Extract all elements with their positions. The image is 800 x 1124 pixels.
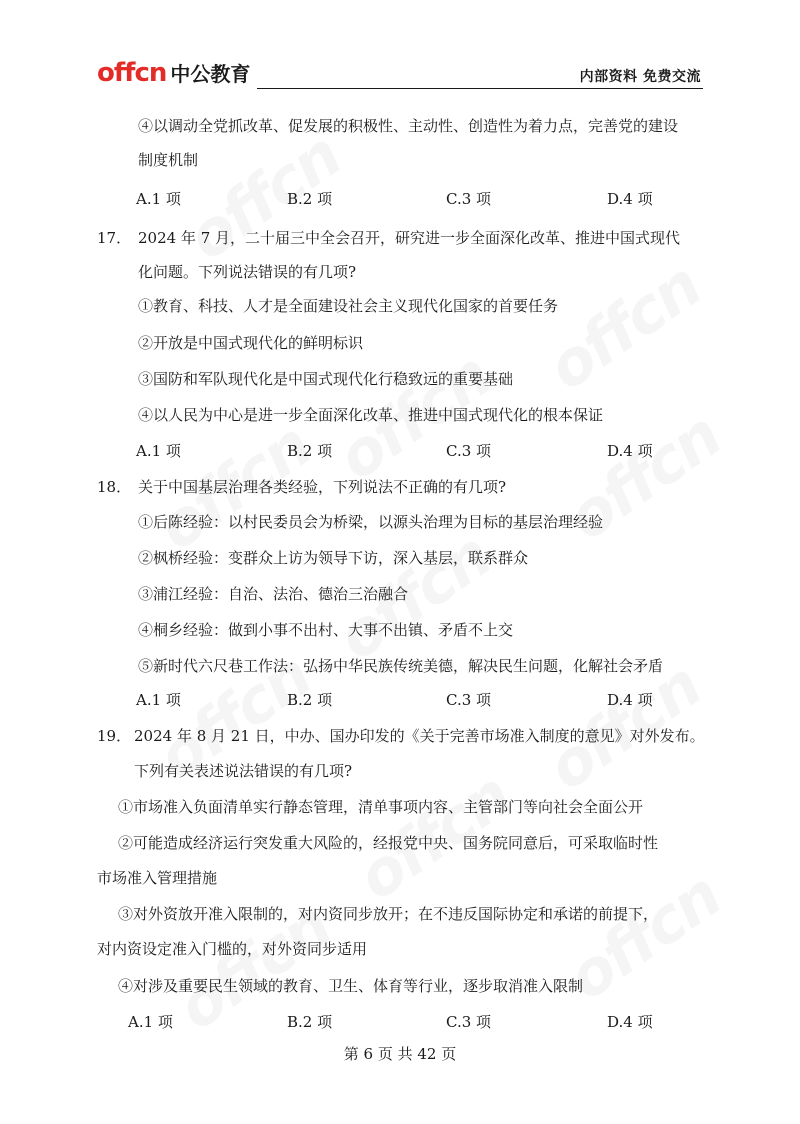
q18-item-3: ③浦江经验：自治、法治、德治三治融合 — [138, 585, 409, 603]
q19-stem-line1: 2024 年 8 月 21 日，中办、国办印发的《关于完善市场准入制度的意见》对外发布。 — [134, 727, 705, 745]
q17-option-d: D.4 项 — [607, 442, 653, 460]
q19-number: 19． — [97, 727, 132, 745]
q19-item-1: ①市场准入负面清单实行静态管理，清单事项内容、主管部门等向社会全面公开 — [118, 798, 644, 816]
q17-number: 17． — [97, 229, 132, 247]
q17-option-b: B.2 项 — [287, 442, 333, 460]
offcn-logo — [97, 58, 250, 92]
q16-item4-line1: ④以调动全党抓改革、促发展的积极性、主动性、创造性为着力点，完善党的建设 — [138, 117, 679, 135]
q19-stem-line2: 下列有关表述说法错误的有几项? — [134, 762, 353, 780]
q18-number: 18． — [97, 478, 132, 496]
q16-option-b: B.2 项 — [287, 190, 333, 208]
q18-item-2: ②枫桥经验：变群众上访为领导下访，深入基层，联系群众 — [138, 549, 529, 567]
q16-option-c: C.3 项 — [446, 190, 492, 208]
q18-stem: 关于中国基层治理各类经验，下列说法不正确的有几项? — [138, 478, 507, 496]
q19-item-2-line2: 市场准入管理措施 — [97, 869, 218, 887]
q17-item-4: ④以人民为中心是进一步全面深化改革、推进中国式现代化的根本保证 — [138, 406, 604, 424]
logo-chinese: 中公教育 — [170, 62, 251, 86]
q18-option-a: A.1 项 — [136, 691, 181, 709]
header-rule — [257, 88, 703, 89]
logo-english: offcn — [97, 58, 167, 88]
q18-option-d: D.4 项 — [607, 691, 653, 709]
q17-item-1: ①教育、科技、人才是全面建设社会主义现代化国家的首要任务 — [138, 297, 559, 315]
page-header — [97, 58, 703, 92]
q19-item-2-line1: ②可能造成经济运行突发重大风险的，经报党中央、国务院同意后，可采取临时性 — [118, 834, 659, 852]
q17-item-3: ③国防和军队现代化是中国式现代化行稳致远的重要基础 — [138, 370, 514, 388]
q18-option-c: C.3 项 — [446, 691, 492, 709]
q19-item-3-line2: 对内资设定准入门槛的，对外资同步适用 — [97, 940, 368, 958]
q16-option-a: A.1 项 — [136, 190, 181, 208]
q17-item-2: ②开放是中国式现代化的鲜明标识 — [138, 334, 364, 352]
q19-option-c: C.3 项 — [446, 1013, 492, 1031]
q18-item-4: ④桐乡经验：做到小事不出村、大事不出镇、矛盾不上交 — [138, 621, 514, 639]
q19-item-4: ④对涉及重要民生领域的教育、卫生、体育等行业，逐步取消准入限制 — [118, 977, 584, 995]
q18-item-5: ⑤新时代六尺巷工作法：弘扬中华民族传统美德，解决民生问题，化解社会矛盾 — [138, 657, 664, 675]
page-footer: 第 6 页 共 42 页 — [343, 1045, 457, 1063]
q19-option-b: B.2 项 — [287, 1013, 333, 1031]
q16-option-d: D.4 项 — [607, 190, 653, 208]
q17-stem-line1: 2024 年 7 月，二十届三中全会召开，研究进一步全面深化改革、推进中国式现代 — [138, 229, 681, 247]
q17-option-c: C.3 项 — [446, 442, 492, 460]
q18-option-b: B.2 项 — [287, 691, 333, 709]
q18-item-1: ①后陈经验：以村民委员会为桥梁，以源头治理为目标的基层治理经验 — [138, 513, 604, 531]
q19-option-a: A.1 项 — [128, 1013, 173, 1031]
q16-item4-line2: 制度机制 — [138, 151, 199, 169]
q19-item-3-line1: ③对外资放开准入限制的，对内资同步放开；在不违反国际协定和承诺的前提下， — [118, 905, 659, 923]
q17-option-a: A.1 项 — [136, 442, 181, 460]
q17-stem-line2: 化问题。下列说法错误的有几项? — [138, 263, 357, 281]
header-note: 内部资料 免费交流 — [579, 69, 701, 85]
watermark — [534, 249, 713, 405]
q19-option-d: D.4 项 — [607, 1013, 653, 1031]
